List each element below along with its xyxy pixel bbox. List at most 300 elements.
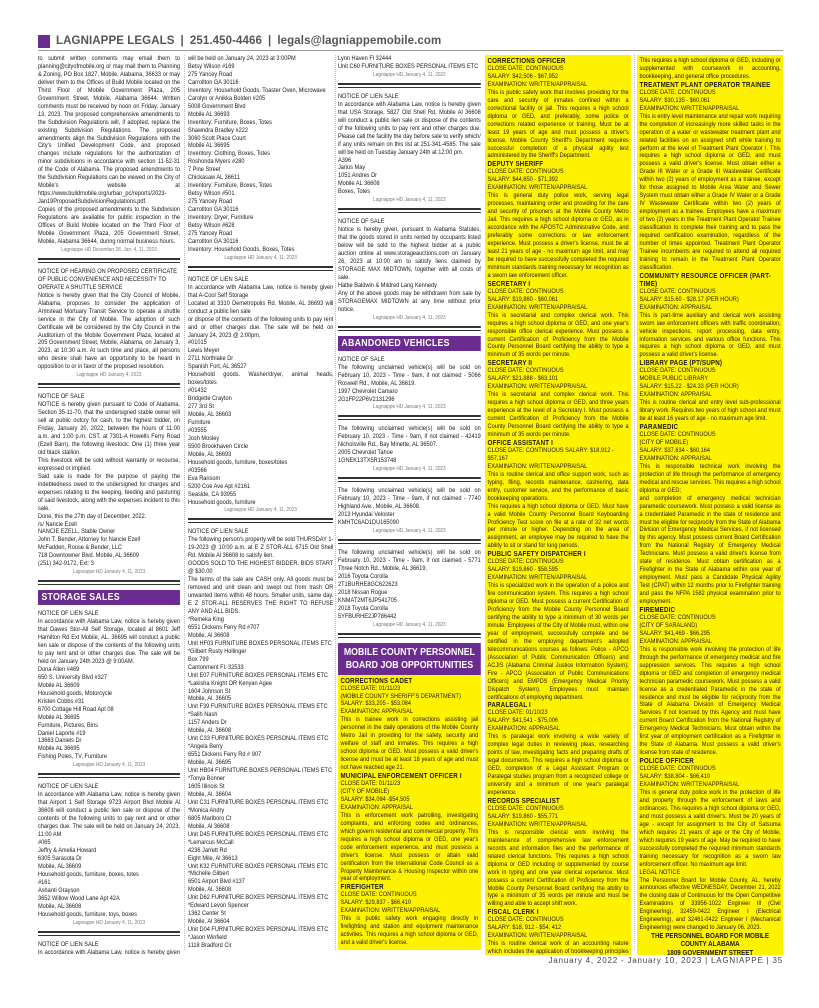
divider-rule [338, 330, 481, 331]
job-listing [488, 359, 629, 439]
notice-text: 2711 Northlake Dr [188, 355, 234, 363]
publication-credit: Lagniappe HD January 4, 11, 2023 [38, 568, 180, 582]
notice-text: Furniture [188, 418, 211, 426]
notice-text: 1118 Bradford Cir [188, 942, 232, 950]
divider-rule [188, 522, 333, 523]
job-meta: CLOSE DATE: CONTINUOUS [487, 367, 564, 375]
notice-text: 5YFBURHE2JP786442 [338, 612, 397, 620]
header-phone: 251.450-4466 [189, 35, 263, 47]
job-meta: CLOSE DATE: CONTINUOUS [639, 88, 716, 96]
job-description: This is part-time auxiliary and clerical work assisting sworn law enforcement officers with traffic coordination, vehicle inspections, report processing, data entry, information services and various office functions. This requires a high school diploma or GED, and must possess a valid driver's license. [639, 311, 781, 359]
job-listing [488, 57, 629, 160]
notice-text: This livestock will be sold without warranty or recourse, expressed or implied. [38, 456, 180, 472]
notice-text: In accordance with Alabama Law, notice is hereby given that USA Storage, 5827 Old Shell Rd, Mobile Al 36608 will conduct a public lien sale or dispose of the contents of the following units to pay rent and other charges due. Please call the facility the day before sale to verify which/ if any units remain on this list at 251-341-4585. The sale will be held on Tuesday January 24th at 12:00 pm. [338, 100, 481, 156]
publication-credit: Lagniappe HD January 4, 11, 2023 [38, 919, 180, 933]
publication-credit: Lagniappe HD January 4, 11, 2023 [338, 527, 481, 541]
job-description: This is secretarial and complex clerical work. This requires a high school diploma or GED, and one year's responsible office clerical experience. Must possess a current Certification of Proficiency from the Mobile County Personnel Board certifying the ability to type a minimum of 35 words per minute. [487, 311, 629, 359]
notice-text: 277 3rd St [188, 403, 214, 411]
notice-text: Mobile, Al 36604 [188, 918, 230, 926]
notice-text: Mobile, AL 36693 [188, 450, 232, 458]
job-meta: EXAMINATION: APPRAISAL [487, 725, 560, 733]
job-meta: EXAMINATION: APPRAISAL [639, 391, 712, 399]
notice-text: Copies of the proposed amendments to the Subdivision Regulations are available for public inspection in the Offices of Build Mobile located on the Third Floor of Mobile Government Plaza, 205 Government Street, Mobile, Alabama 36644, during normal business hours. [38, 206, 180, 245]
divider-rule [338, 543, 481, 544]
notice-title: NOTICE OF LIEN SALE [188, 275, 249, 283]
job-meta: SALARY: $15.60 - $28.17 (PER HOUR) [639, 295, 739, 303]
notice-text: A396 [338, 156, 352, 164]
job-meta: (MOBILE COUNTY SHERIFF'S DEPARTMENT) [340, 692, 461, 700]
job-meta: CLOSE DATE: CONTINUOUS [639, 287, 716, 295]
job-title: FIREMEDIC [639, 605, 676, 614]
column-2 [188, 55, 333, 955]
notice-text: Unit E07 FURNITURE BOXES PERSONAL ITEMS ETC [188, 671, 328, 679]
job-title: COMMUNITY RESOURCE OFFICER (PART-TIME) [639, 270, 772, 288]
notice-text: Josh Mosley [188, 434, 220, 442]
column-4 [485, 55, 631, 955]
notice-text: NOTICE is hereby given pursuant to Code of Alabama, Section 35-11-70, that the undersigned stable owner will sell at public outcry for cash, to the highest bidder, on Friday, January 20, 2022, between the hours of 11:00 a.m. and 1:00 p.m. CST, at 7301-A Howells Ferry Road (Ezell Barn), the following livestock: One (1) three year old black stallion. [38, 401, 180, 456]
notice-text: Mobile AL 36609 [38, 681, 80, 689]
notice-text: 2018 Nissan Rogue [338, 588, 388, 596]
notice-text: 3652 Willow Wood Lane Apt 42A [38, 894, 120, 902]
job-meta: CLOSE DATE: CONTINUOUS [487, 168, 564, 176]
closing-line: 1809 GOVERNMENT STREET [666, 947, 754, 955]
jobs-section-header: MOBILE COUNTY PERSONNEL BOARD JOB OPPORTUNITIES [338, 643, 481, 675]
notice-text: Seaside, CA 93955 [188, 490, 237, 498]
notice-text: Carrollton GA 30116 [188, 78, 239, 86]
notice-text: The following unclaimed vehicle(s) will be sold on February 10, 2023 - Time - 9am, if not claimed - 42419 Nicholsville Rd., Bay Minette, AL 36507. [338, 425, 481, 449]
job-title: PARALEGAL I [487, 700, 531, 710]
notice-text: Chickasaw AL 36611 [188, 174, 240, 182]
notice-text: 6700 Cottage Hill Road Apt 08 [38, 705, 114, 713]
notice-text: or dispose of the contents of the following units to pay rent and or other charges due. The sale will be held on January 24, 2023 @ 2:00pm. [188, 315, 333, 339]
notice-text: Daniel Laporte #19 [38, 729, 86, 737]
job-listing [488, 701, 629, 796]
job-title: POLICE OFFICER [639, 756, 694, 766]
notice-text: (251) 342-9172, Ext: 3 [38, 560, 94, 568]
notice-title: NOTICE OF LIEN SALE [38, 610, 99, 618]
divider-rule [38, 935, 180, 936]
notice-text: Furniture, Pictures, Bins [38, 721, 98, 729]
job-meta: SALARY: $41,469 - $66,295 [639, 629, 711, 637]
job-description: This is entry level maintenance and repair work requiring the completion of increasingly more skilled tasks in the operation of a water or wastewater treatment plant and related facilities on an assigned shift while training to perform at the level of Treatment Plant Operator I. This requires a high school diploma or GED, and must possess a valid driver's license. Must obtain either a Grade III Water or a Grade III Wastewater Certificate within two (2) years of employment as a trainee, except for those assigned to Mobile Area Water and Sewer System must obtain either a Grade IV Water or a Grade IV Wastewater Certificate within two (2) years of employment as a trainee. Employees have a maximum of two (2) years in the Treatment Plant Operator Trainee classification to complete their training and to pass the required certification examination, regardless of the number of times appointed. Treatment Plant Operator Trainee incumbents are required to attend all required training to remain in the Treatment Plant Operator classification. [639, 112, 781, 271]
legal-notice [338, 425, 481, 482]
job-listing [488, 280, 629, 360]
notice-text: 4236 Jarrett Rd [188, 846, 227, 854]
job-description: and completion of emergency medical technician paramedic coursework. Must possess a valid license as a credentialed Paramedic in the state of residence and must be eligible for reciprocity from the State of Alabama Division of Emergency Medical Services, if not licensed by this agency. Must possess current Board Certification from the National Registry of Emergency Medical Technicians. Must possess a valid driver's license from state of residence. Must obtain certification as a Firefighter in the State of Alabama within one year of employment. Must pass a Candidate Physical Agility Test (CPAT) within 12 months prior to Firefighter training and pass the NFPA 1582 physical examination prior to employment. [639, 494, 781, 606]
notice-text: Cantonment Fl. 32533 [188, 663, 244, 671]
job-meta: EXAMINATION: WRITTEN/APPRAISAL [487, 574, 588, 582]
header-separator: | [180, 35, 184, 47]
notice-text: GOODS SOLD TO THE HIGHEST BIDDER. BIDS START @ $30.00 [188, 560, 333, 576]
notice-text: *Gilbert Rusty Hollinger [188, 647, 247, 655]
publication-credit: Lagniappe HD January 4, 11, 2023 [338, 314, 481, 328]
publication-credit: Lagniappe HD January 4, 11, 2023 [188, 506, 333, 520]
notice-text: 1604 Johnson St [188, 687, 231, 695]
job-meta: EXAMINATION: WRITTEN/APPRAISAL [639, 781, 740, 789]
notice-text: Unit HB04 FURNITURE BOXES PERSONAL ITEMS ETC [188, 767, 333, 775]
notice-text: 1GNEK13TX5R153748 [338, 457, 397, 465]
notice-text: 13663 Daniels Dr [38, 737, 82, 745]
notice-text: In accordance with Alabama Law, notice is hereby given [38, 948, 180, 955]
notice-text: 6501 Airport Blvd #137 [188, 878, 245, 886]
notice-text: to submit written comments may email them to planning@cityofmobile.org or may mail them to Planning & Zoning, PO Box 1827, Mobile, Alabama, 36633 or may deliver them to the Offices of Build Mobile located on the Third Floor of Mobile Government Plaza, 205 Government Street, Mobile, Alabama 36644. Written comments must be received by noon on Friday, January 13, 2023. The proposed comprehensive amendments to the Subdivision Regulations will, if adopted, replace the existing Subdivision Regulations. The proposed amendments align the Subdivision Regulations with the City's Unified Development Code, and proposed changes include regulations for the authorization of minor subdivisions in accordance with section 11-52-31 of the Code of Alabama. The proposed amendments to the Subdivision Regulations can be viewed on the City of Mobile's website at https://www.buildmobile.org/urban_pc/reports/2023-Jan19ProposedSubdivisionRegulations.pdf. [38, 55, 180, 206]
job-meta: SALARY: $29,837 - $66,410 [340, 899, 412, 907]
notice-text: Lynn Haven Fl 32444 [338, 55, 392, 62]
job-description: The Personnel Board for Mobile County, AL, hereby announces effective WEDNESDAY, December 21, 2022 the closing date of Continuous for the Open Competitive Examinations of 33956-1022 Engineer III (Civil Engineering), 32459-0422 Engineer I (Electrical Engineering), and 32461-0422 Engineer I (Mechanical Engineering) were changed to January 06, 2023. [639, 876, 781, 932]
notice-text: 7 Pine Street [188, 166, 221, 174]
job-meta: SALARY: $44,650 - $71,392 [487, 176, 559, 184]
job-meta: EXAMINATION: WRITTEN/APPRAISAL [340, 907, 441, 915]
job-title: DEPUTY SHERIFF [487, 159, 544, 169]
column-divider [184, 55, 185, 950]
notice-text: 6551 Dickens Ferry Rd #707 [188, 623, 260, 631]
job-title: TREATMENT PLANT OPERATOR TRAINEE [639, 79, 771, 89]
job-listings [338, 675, 481, 951]
notice-text: 3060 Scott Place Court [188, 134, 246, 142]
job-title: LIBRARY PAGE (PT/SUPN) [639, 358, 723, 368]
notice-text: *Salih Nash [188, 711, 218, 719]
job-description: This is specialized work in the operation of a police and fire communication system. This requires a high school diploma or GED. Must possess a current Certification of Proficiency from the Mobile County Personnel Board certifying the ability to type a minimum of 30 words per minute. Employees of the City of Mobile must, within one year of employment, successfully complete and be certified in the employing department's adopted telecommunications courses as follows: Police - APCO (Association of Public Communication Officers) and ACJIS (Alabama Criminal Justice Information System); Fire - APCO (Association of Public Communications Officers) and EMPDS (Emergency Medical Priority Dispatch System). Employees must maintain certifications of employing department. [487, 582, 629, 701]
notice-text: 2005 Chevrolet Tahoe [338, 449, 393, 457]
column-1 [38, 55, 180, 955]
job-meta: SALARY: $19,860 - $60,061 [487, 295, 559, 303]
job-title: FIREFIGHTER [340, 882, 384, 892]
notice-text: 1997 Chevrolet Camaro [338, 387, 398, 395]
notice-text: 1051 Andres Dr [338, 172, 378, 180]
notice-text: 6551 Dickens Ferry Rd # 907 [188, 751, 262, 759]
divider-rule [338, 481, 481, 482]
publication-credit: Lagniappe HD January 4, 11, 2023 [338, 621, 481, 635]
notice-text: #03566 [188, 466, 207, 474]
notice-text: Spanish Fort, AL 36527 [188, 363, 247, 371]
job-title: MUNICIPAL ENFORCEMENT OFFICER I [340, 771, 462, 781]
job-description: This is general duty police work in the protection of life and property through the enforcement of laws and ordinances. This requires a high school diploma or GED, and must possess a valid driver's. Must be 20 years of age - except for assignment to the City of Satsuma which requires 21 years of age or the City of Mobile, which requires 19 years of age. May be required to have successfully completed the required minimum standards training necessary for recognition as a sworn law enforcement officer. No maximum age limit. [639, 789, 781, 868]
job-listing [640, 423, 781, 606]
notice-text: Inventory: Furniture, Boxes, Totes [188, 182, 272, 190]
page-header [38, 34, 441, 48]
header-email: legals@lagniappemobile.com [277, 35, 442, 47]
notice-text: *Angela Berry [188, 743, 223, 751]
notice-text: Kristen Cobbs #31 [38, 697, 85, 705]
divider-rule [38, 777, 180, 778]
notice-text: 6305 Sarasota Dr [38, 854, 83, 862]
job-description: This is responsible technical work involving the protection of life through the performance of emergency medical and rescue services. This requires a high school diploma or GED; [639, 462, 781, 494]
job-description: This is general duty police work, serving legal processes, maintaining order and providing for the care and security of prisoners at the Mobile County Metro Jail. This requires a high school diploma or GED, as in accordance with the APOSTC Administrative Code, and preferably some corrections or law enforcement experience. Must possess a driver's license, must be at least 21 years of age - no maximum age limit, and may be required to have successfully completed the required minimum standards training necessary for recognition as a sworn law enforcement officer. [487, 192, 629, 279]
job-meta: EXAMINATION: APPRAISAL [340, 708, 413, 716]
legal-notice [38, 941, 180, 955]
notice-text: Mobile, Al. 36608 [188, 727, 232, 735]
publication-credit: Lagniappe HD January 4, 11, 2022 [338, 71, 481, 85]
notice-text: *Tonya Bonner [188, 775, 225, 783]
notice-text: Mobile, Al. 36608 [188, 886, 232, 894]
job-meta: CLOSE DATE: CONTINUOUS [487, 65, 564, 72]
notice-text: Unit C31 FURNITURE BOXES PERSONAL ITEMS ETC [188, 798, 329, 806]
job-listing [640, 359, 781, 423]
notice-text: In accordance with Alabama Law, notice is hereby given that Airport 1 Self Storage 9723 Airport Blvd Mobile Al 36608 will conduct a public lien sale or dispose of the contents of the following units to pay rent and or other charges due. The sale will be held on January 24, 2023, 11:00 AM [38, 791, 180, 839]
notice-text: Inventory: Household Goods, Boxes, Totes [188, 245, 295, 253]
job-meta: SALARY: $41,541 - $75,006 [487, 717, 559, 725]
job-meta: CLOSE DATE: CONTINUOUS [639, 367, 716, 375]
notice-text: 6805 Marlboro Ct [188, 814, 232, 822]
closing-line: THE PERSONNEL BOARD FOR MOBILE COUNTY ALABAMA [651, 931, 769, 949]
notice-text: McFadden, Rouse & Bender, LLC [38, 544, 122, 552]
job-meta: SALARY: $15.22 - $24.33 (PER HOUR) [639, 383, 739, 391]
job-meta: CLOSE DATE: CONTINUOUS [487, 287, 564, 295]
notice-title: NOTICE OF LIEN SALE [188, 528, 249, 536]
column-divider [335, 55, 336, 950]
column-3 [338, 55, 481, 955]
legal-notice [38, 393, 180, 585]
notice-text: The terms of the sale are CASH only. All goods must be removed and unit clean and swept out from trash OR unwanted items within 48 hours. Smaller units, same day. E Z STOR-ALL RESERVES THE RIGHT TO REFUSE ANY AND ALL BIDS. [188, 576, 333, 615]
job-listing [488, 439, 629, 550]
column-5 [637, 55, 783, 955]
notice-text: Eva Ransom [188, 474, 221, 482]
job-listing [640, 606, 781, 757]
notice-text: 1362 Center St [188, 910, 226, 918]
notice-text: 5500 Brookhaven Circle [188, 442, 248, 450]
job-description: This requires a high school diploma or GED, including or supplemented with coursework in accounting, bookkeeping, and general office procedures. [639, 57, 781, 80]
notice-text: #03555 [188, 426, 207, 434]
job-listings [637, 55, 783, 955]
page-footer: January 4, 2022 - January 10, 2023 | LAGNIAPPE | 35 [548, 956, 783, 965]
divider-rule [38, 584, 180, 585]
notice-text: Inventory: Furniture, Boxes, Totes [188, 118, 272, 126]
job-meta: SALARY: $33,205 - $53,084 [340, 700, 412, 708]
job-meta: SALARY: $19,860 - $55,771 [487, 812, 559, 820]
job-meta: CLOSE DATE: 01/10/23 [487, 709, 548, 717]
job-listing [640, 757, 781, 932]
job-meta: SALARY: $30,135 - $60,061 [639, 96, 711, 104]
notice-text: Mobile, AL 36608 [38, 902, 82, 910]
job-meta: MOBILE PUBLIC LIBRARY [639, 375, 709, 383]
notice-text: The following unclaimed vehicle(s) will be sold on February 10, 2023 - Time - 9am, if not claimed - 5771 Three Notch Rd., Mobile, AL 36619. [338, 548, 481, 572]
job-meta: SALARY: $19,860 - $58,595 [487, 566, 559, 574]
job-description: This is trainee work in corrections assisting jail personnel in the daily operations of the Mobile County Metro Jail in providing for the safety, security and welfare of staff and inmates. This requires a high school diploma or GED. Must possess a valid driver's license and must be at least 18 years of age and must not have reached age 21. [340, 716, 479, 772]
job-meta: (CITY OF SARALAND) [639, 621, 698, 629]
job-meta: CLOSE DATE: CONTINUOUS [639, 765, 716, 773]
legal-notice [38, 268, 180, 388]
notice-text: Mobile, Al. 36604 [188, 790, 232, 798]
job-description: This is responsible clerical work involving the maintenance of comprehensive law enforcement records and information files and the performance of related clerical functions. This requires a high school diploma or GED including or supplemented by course work in typing and one year clerical experience. Must possess a current Certification of Proficiency from the Mobile County Personnel Board certifying the ability to type a minimum of 35 words per minute and must be willing and able to accept shift work. [487, 828, 629, 908]
notice-text: KNMAT2MT6JP541705 [338, 596, 397, 604]
notice-text: *Remeka King [188, 615, 224, 623]
job-title: CORRECTIONS CADET [340, 675, 413, 685]
job-listing [488, 797, 629, 908]
job-description: LEGAL NOTICE [639, 868, 681, 876]
job-description: This requires a high school diploma or GED. Must have a valid Mobile County Personnel Board Keyboarding Proficiency Test score on file at a rate of 32 net words per minute or higher. Depending on the area of assignment, an employee may be required to have the ability to sit or stand for long periods. [487, 502, 629, 550]
notice-title: NOTICE OF HEARING ON PROPOSED CERTIFICATE OF PUBLIC CONVENIENCE AND NECESSITY TO OPERATE A SHUTTLE SERVICE [38, 267, 177, 291]
job-title: SECRETARY I [487, 278, 531, 288]
notice-text: In accordance with Alabama Law, notice is hereby given that A-Cool Self Storage [188, 283, 333, 299]
job-description: This is paralegal work involving a wide variety of complex legal duties in reviewing pleas, researching points of law, investigating facts and preparing drafts of legal documents. This requires a high school diploma or GED, completion of a Legal Assistant Program or Paralegal studies program from a recognized college or university and a minimum of one year's paralegal experience. [487, 733, 629, 797]
divider-rule [188, 270, 333, 271]
notice-text: 5008 Government Blvd [188, 102, 246, 110]
notice-text: *Michelle Gilbert [188, 870, 229, 878]
legal-notice [338, 549, 481, 638]
notice-text: Mobile AL 36608 [338, 180, 380, 188]
job-meta: CLOSE DATE: CONTINUOUS [639, 614, 716, 621]
notice-text: Fishing Poles, TV, Furniture [38, 753, 108, 761]
job-meta: EXAMINATION: WRITTEN/APPRAISAL [487, 820, 588, 828]
notice-text: Boxes, Totes [338, 188, 371, 196]
job-title: RECORDS SPECIALIST [487, 795, 560, 805]
job-meta: EXAMINATION: WRITTEN/APPRAISAL [639, 104, 740, 112]
job-meta: SALARY: $18, 912 - $54, 412 [487, 924, 562, 932]
notice-text: Unit C33 FURNITURE BOXES PERSONAL ITEMS ETC [188, 735, 329, 743]
notice-text: Household goods, Motorcycle [38, 689, 113, 697]
notice-text: Betsy Wilson #501 [188, 190, 235, 198]
notice-text: Bridgette Crayton [188, 395, 232, 403]
publication-credit: Lagniappe HD January 4, 11, 2023 [188, 254, 333, 268]
notice-text: Carolyn or Anikka Bolden #205 [188, 94, 266, 102]
divider-rule [338, 212, 481, 213]
notice-text: #01015 [188, 339, 207, 347]
notice-text: Inventory: Dryer, Furniture [188, 214, 254, 222]
legal-notice [38, 610, 180, 778]
divider-rule [338, 419, 481, 420]
notice-text: *Monica Andry [188, 806, 225, 814]
notice-text: 2T1BURHE8GC622623 [338, 580, 398, 588]
job-meta: EXAMINATION: APPRAISAL [639, 454, 712, 462]
notice-text: John T. Bender, Attorney for Nancie Ezell [38, 536, 141, 544]
notice-title: NOTICE OF SALE [38, 393, 85, 401]
notice-text: Unit D45 FURNITURE BOXES PERSONAL ITEMS ETC [188, 830, 329, 838]
job-meta: CLOSE DATE: 01/11/23 [340, 780, 401, 788]
notice-text: 718 Downtowner Blvd. Mobile, AL 36609 [38, 552, 139, 560]
header-square-logo [38, 35, 50, 48]
legal-notice [338, 93, 481, 213]
publication-credit: Lagniappe HD January 4, 11, 2023 [38, 761, 180, 775]
notice-text: will be held on January 24, 2023 at 3:00PM [188, 55, 296, 62]
notice-text: Mobile AL 36695 [188, 142, 230, 150]
notice-text: Mobile, Al. 36605 [188, 695, 232, 703]
job-listing [488, 550, 629, 701]
job-meta: EXAMINATION: WRITTEN/APPRAISAL [487, 80, 588, 88]
publication-credit: Lagniappe HD January 4, 11, 2023 [338, 403, 481, 417]
job-meta: CLOSE DATE: CONTINUOUS SALARY: $18,912 - $57,167 [487, 446, 614, 462]
notice-text: 275 Yancey Road [188, 229, 233, 237]
notice-text: Inventory: Household Goods, Toaster Oven, Microwave [188, 86, 326, 94]
job-description: This is public safety work engaging directly in firefighting and station and equipment maintenance activities. This requires a high school diploma or GED, and a valid driver's license. [340, 915, 479, 947]
notice-text: Mobile AL 36695 [38, 745, 80, 753]
legal-notice [338, 356, 481, 421]
job-meta: SALARY: $37,634 - $60,164 [639, 446, 711, 454]
job-meta: SALARY: $42,506 - $67,952 [487, 72, 559, 80]
legal-notice [338, 218, 481, 330]
notice-text: Unit D62 FURNITURE BOXES PERSONAL ITEMS ETC [188, 894, 329, 902]
job-meta: CLOSE DATE: CONTINUOUS [487, 916, 564, 924]
job-meta: CLOSE DATE: CONTINUOUS [639, 431, 716, 439]
notice-text: 5200 Coe Ave Apt #2161 [188, 482, 251, 490]
publication-credit: Lagniappe HD January 4, 11, 2023 [338, 465, 481, 479]
notice-text: Mobile, Al 36608 [188, 631, 230, 639]
notice-title: NOTICE OF LIEN SALE [38, 783, 99, 791]
header-rule [38, 50, 783, 51]
notice-text: Mobile AL 36693 [188, 110, 230, 118]
notice-text: *Lemarcus McCall [188, 838, 234, 846]
job-meta: SALARY: $34,094 -$54,505 [340, 795, 410, 803]
notice-text: Carrollton GA 30116 [188, 237, 239, 245]
column-divider [634, 55, 635, 950]
job-meta: CLOSE DATE: 01/11/23 [340, 684, 401, 692]
notice-text: #161 [38, 878, 51, 886]
legal-notice [38, 783, 180, 935]
job-title: PARAMEDIC [639, 422, 679, 432]
job-description: This is responsible work involving the protection of life through the performance of emergency medical and fire suppression services. This requires a high school diploma or GED and completion of emergency medical technician paramedic coursework. Must possess a valid license as a credentialed Paramedic in the state of residence and must be eligible for reciprocity from the State of Alabama Division of Emergency Medical Services if not licensed by this Agency and must have current Board Certification from the National Registry of Emergency Medical Technicians. Must obtain within the first year of employment certification as a Firefighter in the State of Alabama. Must possess a valid driver's license from state of residence. [639, 645, 781, 757]
job-description: This is enforcement work patrolling, investigating complaints, and enforcing codes and ordinances, which govern residential and commercial property. This requires a high school diploma or GED, one year's code enforcement experience, and must possess a driver's license. Must possess or attain valid certification from the International Code Council as a Property Maintenance & Housing Inspector within one year of employment. [340, 811, 479, 883]
notice-text: *Lakisha Knight OR Kenyan Agee [188, 679, 273, 687]
notice-text: Box 799 [188, 655, 209, 663]
notice-title: NOTICE OF LIEN SALE [38, 940, 99, 948]
job-meta: (CITY OF MOBILE) [340, 788, 390, 795]
divider-rule [338, 87, 481, 88]
notice-text: Roshonda Myers #280 [188, 158, 245, 166]
notice-text: #01432 [188, 387, 207, 395]
notice-text: Inventory: Clothing, Boxes, Totes [188, 150, 271, 158]
notice-text: Unit HF03 FURNITURE BOXES PERSONAL ITEMS ETC [188, 639, 332, 647]
job-listing [488, 160, 629, 279]
notice-text: Carrollton GA 30116 [188, 206, 239, 214]
notice-text: Unit C60 FURNITURE BOXES PERSONAL ITEMS ETC [338, 62, 479, 70]
notice-text: Done, this the 27th day of December, 2022. [38, 512, 147, 520]
job-title: OFFICE ASSISTANT I [487, 437, 553, 447]
notice-text: NANCIE EZELL, Stable Owner [38, 528, 116, 536]
notice-text: Unit F39 FURNITURE BOXES PERSONAL ITEMS ETC [188, 703, 328, 711]
notice-text: Hattie Baldwin & Mildred Lang Kennedy [338, 281, 438, 289]
section-header: ABANDONED VEHICLES [338, 336, 481, 351]
notice-text: Household goods, furniture [188, 498, 256, 506]
legal-notice [188, 276, 333, 524]
notice-text: KMHTC6AD1DU165090 [338, 519, 399, 527]
publication-credit: Lagniappe HD January 4, 2023 [38, 371, 180, 385]
job-listing [640, 57, 781, 81]
job-meta: CLOSE DATE: CONTINUOUS [340, 891, 417, 899]
notice-text: Household goods, furniture, boxes/totes [188, 458, 288, 466]
job-description: This is routine clerical and entry level sub-professional library work. Requires two years of high school and must be at least 16 years of age - no maximum age limit. [639, 399, 781, 423]
notice-text: Lewis Meyer [188, 347, 220, 355]
job-description: This is public safety work that involves providing for the care and security of inmates confined within a correctional facility or jail. This requires a high school diploma or GED, and preferably, some police or corrections related experience or training. Must be at least 19 years of age and must possess a driver's license. Mobile County Sheriff's Department requires successful completion of a physical agility test administered by the Sheriff's Department. [487, 88, 629, 160]
notice-text: 2016 Toyota Corolla [338, 572, 388, 580]
notice-text: 2013 Hyundai Veloster [338, 511, 395, 519]
notice-text: Located at 3310 Demetropolis Rd. Mobile, AL 36693 will conduct a public lien sale [188, 299, 333, 315]
job-title: CORRECTIONS OFFICER [487, 56, 566, 65]
notice-text: Eight Mile, Al 36613 [188, 854, 238, 862]
notice-text: #065 [38, 839, 51, 847]
notice-text: The following unclaimed vehicle(s) will be sold on February 10, 2023 - Time - 9am, if not claimed - 5066 Roswell Rd., Mobile, AL 36619. [338, 363, 481, 387]
job-meta: SALARY: $38,804 - $66,410 [639, 773, 711, 781]
notice-text: Notice is hereby given, pursuant to Alabama Statutes, that the goods stored in units rented by occupants listed below will be sold to the highest bidder at a public auction online at www.storageauctions.com on January 26, 2023 at 10:00 am to satisfy liens claimed by STORAGE MAX MIDTOWN, together with all costs of sale. [338, 226, 481, 281]
notice-text: 2G1FP22P6V2131296 [338, 395, 395, 403]
job-meta: EXAMINATION: APPRAISAL [639, 637, 712, 645]
header-title: LAGNIAPPE LEGALS [56, 35, 175, 47]
job-description: This is secretarial and complex clerical work. This requires a high school diploma or GED, and three years experience at the level of a Secretary I. Must possess a current Certification of Proficiency from the Mobile County Personnel Board certifying the ability to type a minimum of 35 words per minute. [487, 391, 629, 438]
job-listing [341, 772, 479, 883]
notice-text: Mobile, Al 36608 [188, 822, 230, 830]
notice-text: Any of the above goods may be withdrawn from sale by STORAGEMAX MIDTOWN at any time without prior notice. [338, 289, 481, 313]
notice-text: *Jason Winfield [188, 934, 227, 942]
job-description: This is routine clerical and office support work, such as typing, filing, records maintenance, cashiering, data entry, customer service, and the performance of basic bookkeeping operations. [487, 470, 629, 502]
job-listing [488, 908, 629, 955]
notice-text: The following person's property will be sold THURSDAY 1-19-2023 @ 10:00 a.m. at E Z STOR-ALL 6715 Old Shell Rd. Mobile Al 36608 to satisfy lien. [188, 536, 333, 560]
job-meta: EXAMINATION: APPRAISAL [639, 303, 712, 311]
notice-text: Betsy Wilson #628 [188, 222, 235, 230]
notice-title: NOTICE OF SALE [338, 218, 385, 226]
legal-notice [38, 55, 180, 263]
notice-text: Mobile, Al. 36695 [188, 759, 232, 767]
notice-text: Jeffry & Amelia Howard [38, 846, 97, 854]
job-meta: SALARY: $21,888 - $63,101 [487, 375, 559, 383]
notice-text: Unit D04 FURNITURE BOXES PERSONAL ITEMS ETC [188, 926, 329, 934]
